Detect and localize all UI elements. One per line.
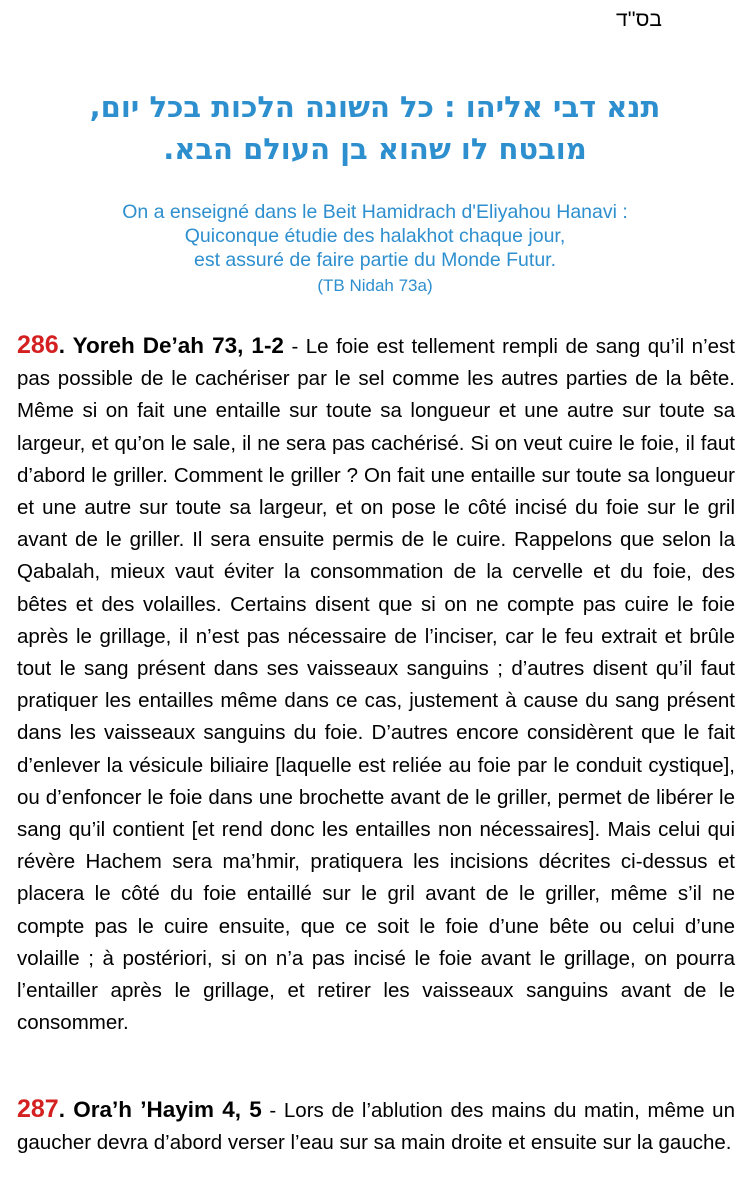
entry-text: Le foie est tellement rempli de sang qu’il n’est pas possible de le cachériser par le sel comme les autres parties de la bête. Même si on fait une entaille sur toute sa longueur et une autre sur toute sa largeur, et qu’on le sale, il ne sera pas cachérisé. Si on veut cuire le foie, il faut d’abord le griller. Comment le griller ? On fait une entaille sur toute sa longueur et une autre sur toute sa largeur, et on pose le côté incisé du foie sur le gril avant de le griller. Il sera ensuite permis de le cuire. Rappelons que selon la Qabalah, mieux vaut éviter la consommation de la cervelle et du foie, des bêtes et des volailles. Certains disent que si on ne compte pas cuire le foie après le grillage, il n’est pas nécessaire de l’inciser, car le feu extrait et brûle tout le sang présent dans ses vaisseaux sanguins ; d’autres disent qu’il faut pratiquer les entailles même dans ce cas, justement à cause du sang présent dans les vaisseaux sanguins du foie. D’autres encore considèrent que le fait d’enlever la vésicule biliaire [laquelle est reliée au foie par le conduit cystique], ou d’enfoncer le foie dans une brochette avant de le griller, permet de libérer le sang qu’il contient [et rend donc les entailles non nécessaires]. Mais celui qui révère Hachem sera ma’hmir, pratiquera les incisions décrites ci-dessus et placera le côté du foie entaillé sur le gril avant de le griller, même s’il ne compte pas le cuire ensuite, que ce soit le foie d’une bête ou celui d’une volaille ; à postériori, si on n’a pas incisé le foie avant le grillage, on pourra l’entailler après le grillage, et retirer les vaisseaux sanguins avant de le consommer. <box>17 335 735 1035</box>
entry-reference: Ora’h ’Hayim 4, 5 <box>73 1097 262 1122</box>
entry-number: 287 <box>17 1095 59 1123</box>
quote-source: (TB Nidah 73a) <box>317 276 433 295</box>
entry-reference-prefix: . <box>58 333 73 358</box>
entry-separator: - <box>283 335 306 358</box>
french-quote-line-3: est assuré de faire partie du Monde Futur. <box>193 249 557 271</box>
entry-text: Lors de l’ablution des mains du matin, même un gaucher devra d’abord verser l’eau sur sa main droite et ensuite sur la gauche. <box>17 1099 735 1155</box>
hebrew-quote-line-1: תנא דבי אליהו : כל השונה הלכות בכל יום, <box>89 90 661 124</box>
hebrew-quote-line-2: מובטח לו שהוא בן העולם הבא. <box>163 132 587 166</box>
entry-separator: - <box>261 1099 284 1122</box>
halakha-entry-287 <box>17 1093 735 1159</box>
halakha-entry-286 <box>17 329 735 1039</box>
entry-number: 286 <box>17 331 59 359</box>
bsd-header: בס''ד <box>616 8 662 31</box>
entry-reference: Yoreh De’ah 73, 1-2 <box>72 333 284 358</box>
french-quote <box>0 200 750 272</box>
french-quote-line-1: On a enseigné dans le Beit Hamidrach d'Eliyahou Hanavi : <box>122 201 628 223</box>
entry-reference-prefix: . <box>58 1097 74 1122</box>
hebrew-quote <box>0 86 750 170</box>
french-quote-line-2: Quiconque étudie des halakhot chaque jour, <box>184 225 566 247</box>
